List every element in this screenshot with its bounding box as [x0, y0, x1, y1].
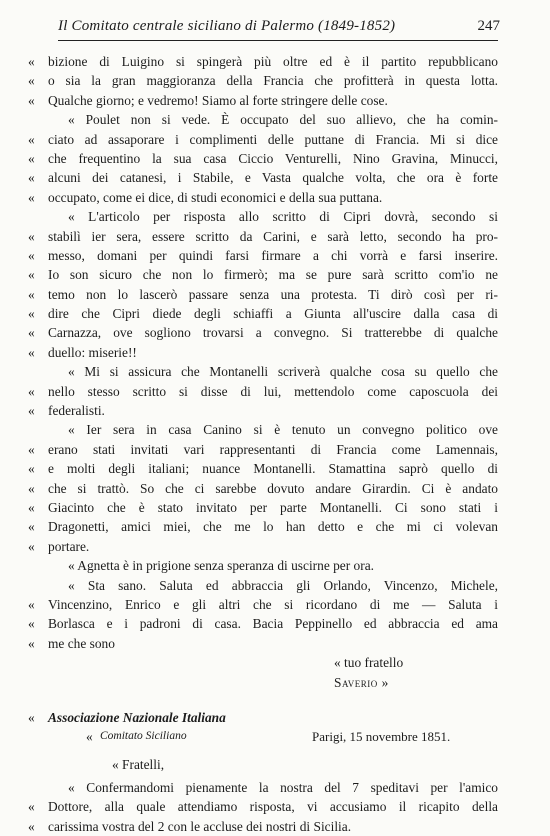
- text-line: [28, 614, 498, 633]
- line-text: e molti degli italiani; nuance Montanelli. Stamattina saprò quello di: [48, 461, 498, 477]
- quote-mark: «: [28, 403, 35, 419]
- line-text: Vincenzino, Enrico e gli altri che si ricordano di me — Saluta i: [48, 596, 498, 612]
- line-text: portare.: [48, 538, 90, 554]
- letter-heading-row: [28, 708, 498, 727]
- text-line: [28, 207, 498, 226]
- line-text: me che sono: [48, 635, 115, 651]
- text-line: [28, 778, 498, 797]
- text-line: [28, 797, 498, 816]
- line-text: « Poulet non si vede. È occupato del suo allievo, che ha comin-: [68, 112, 498, 128]
- closing-signature: Saverio »: [334, 674, 389, 690]
- text-line: [28, 304, 498, 323]
- text-line: [28, 420, 498, 439]
- text-line: [28, 479, 498, 498]
- line-text: « Agnetta è in prigione senza speranza di uscirne per ora.: [68, 558, 375, 574]
- quote-mark: «: [28, 596, 35, 612]
- line-text: carissima vostra del 2 con le accluse dei nostri di Sicilia.: [48, 818, 352, 834]
- quote-mark: «: [28, 286, 35, 302]
- line-text: stabilì ier sera, essere scritto da Carini, e sarà letto, secondo ha pro-: [48, 228, 498, 244]
- text-line: [28, 576, 498, 595]
- quote-mark: «: [86, 729, 93, 745]
- text-line: [28, 556, 498, 575]
- line-text: alcuni dei catanesi, i Stabile, e Vasta qualche volta, che ora è forte: [48, 170, 498, 186]
- line-text: messo, domani per quindi farsi firmare a chi vorrà e farsi inserire.: [48, 247, 498, 263]
- text-line: [28, 537, 498, 556]
- line-text: Dragonetti, amici miei, che me lo han detto e che mi ci volevan: [48, 519, 498, 535]
- greeting: « Fratelli,: [112, 756, 165, 772]
- spacer: [28, 692, 498, 708]
- text-line: [28, 52, 498, 71]
- quote-mark: «: [28, 54, 35, 69]
- line-text: federalisti.: [48, 403, 105, 419]
- quote-mark: «: [28, 538, 35, 554]
- running-header: [58, 18, 498, 41]
- line-text: « Sta sano. Saluta ed abbraccia gli Orlando, Vincenzo, Michele,: [68, 577, 498, 593]
- quote-mark: «: [28, 189, 35, 205]
- text-line: [28, 459, 498, 478]
- text-line: [28, 517, 498, 536]
- line-text: Qualche giorno; e vedremo! Siamo al forte stringere delle cose.: [48, 92, 388, 108]
- text-line: [28, 227, 498, 246]
- closing-salutation: « tuo fratello: [334, 655, 404, 671]
- association-name: Associazione Nazionale Italiana: [48, 709, 226, 725]
- quote-mark: «: [28, 635, 35, 651]
- quote-mark: «: [28, 799, 35, 815]
- quote-mark: «: [28, 480, 35, 496]
- quote-mark: «: [28, 818, 35, 834]
- line-text: erano stati invitati vari rappresentanti di Francia come Lamennais,: [48, 441, 498, 457]
- text-line: [28, 440, 498, 459]
- text-line: [28, 168, 498, 187]
- quote-mark: «: [28, 519, 35, 535]
- line-text: che frequentino la sua casa Ciccio Venturelli, Nino Gravina, Minucci,: [48, 150, 498, 166]
- text-line: [28, 595, 498, 614]
- text-line: [28, 362, 498, 381]
- text-line: [28, 634, 498, 653]
- quote-mark: «: [28, 499, 35, 515]
- place-date: Parigi, 15 novembre 1851.: [312, 729, 451, 745]
- line-text: occupato, come ei dice, di studi economici e della sua puttana.: [48, 189, 383, 205]
- text-line: [28, 149, 498, 168]
- line-text: « Ier sera in casa Canino si è tenuto un convegno politico ove: [68, 422, 498, 438]
- line-text: ciato ad assaporare i complimenti delle puttane di Francia. Mi si dice: [48, 131, 498, 147]
- quote-mark: «: [28, 306, 35, 322]
- page-number: 247: [477, 18, 500, 34]
- text-line: [28, 246, 498, 265]
- text-line: [28, 401, 498, 420]
- line-text: Giacinto che è stato invitato per parte Montanelli. Ci sono stati i: [48, 499, 498, 515]
- quote-mark: «: [28, 383, 35, 399]
- quote-mark: «: [28, 267, 35, 283]
- text-line: [28, 71, 498, 90]
- text-line: [28, 323, 498, 342]
- text-line: [28, 498, 498, 517]
- text-line: [28, 343, 498, 362]
- text-line: [28, 188, 498, 207]
- quote-mark: «: [28, 325, 35, 341]
- text-line: [28, 130, 498, 149]
- text-line: [28, 382, 498, 401]
- committee-name: Comitato Siciliano: [100, 730, 187, 743]
- quote-mark: «: [28, 228, 35, 244]
- quote-mark: «: [28, 461, 35, 477]
- line-text: o sia la gran maggioranza della Francia che profitterà in questa lotta.: [48, 73, 498, 89]
- line-text: temo non lo lascerò passare senza una protesta. Ti dirò così per ri-: [48, 286, 498, 302]
- text-line: [28, 110, 498, 129]
- quote-mark: «: [28, 150, 35, 166]
- spacer: [28, 747, 498, 755]
- line-text: Io son sicuro che non lo firmerò; ma se pure sarà scritto com'io ne: [48, 267, 498, 283]
- line-text: Borlasca e i padroni di casa. Bacia Peppinello ed abbraccia ed ama: [48, 616, 498, 632]
- letter-subheading-row: [28, 727, 498, 746]
- quote-mark: «: [28, 92, 35, 108]
- line-text: « L'articolo per risposta allo scritto di Cipri dovrà, secondo si: [68, 209, 498, 225]
- line-text: Dottore, alla quale attendiamo risposta, vi accusiamo il ricapito della: [48, 799, 498, 815]
- line-text: « Confermandomi pienamente la nostra del 7 speditavi per l'amico: [68, 780, 498, 796]
- quote-mark: «: [28, 344, 35, 360]
- line-text: Carnazza, ove sogliono trovarsi a convegno. Si tratterebbe di qualche: [48, 325, 498, 341]
- line-text: « Mi si assicura che Montanelli scriverà qualche cosa su quello che: [68, 364, 498, 380]
- text-line: [28, 265, 498, 284]
- line-text: dire che Cipri diede degli schiaffi a Giunta all'uscire dalla casa di: [48, 306, 498, 322]
- line-text: nello stesso scritto si disse di lui, mettendolo come caposcuola dei: [48, 383, 498, 399]
- quote-mark: «: [28, 709, 35, 725]
- quote-mark: «: [28, 616, 35, 632]
- text-line: [28, 285, 498, 304]
- quote-mark: «: [28, 247, 35, 263]
- line-text: duello: miserie!!: [48, 344, 137, 360]
- quote-mark: «: [28, 73, 35, 89]
- running-title: Il Comitato centrale siciliano di Palermo (1849-1852): [58, 18, 396, 34]
- letter-body: [28, 52, 498, 836]
- line-text: bizione di Luigino si spingerà più oltre ed è il partito repubblicano: [48, 54, 498, 69]
- text-line: [28, 91, 498, 110]
- line-text: che si trattò. So che ci sarebbe dovuto andare Girardin. Ci è andato: [48, 480, 498, 496]
- quote-mark: «: [28, 441, 35, 457]
- text-line: [28, 817, 498, 836]
- quote-mark: «: [28, 131, 35, 147]
- quote-mark: «: [28, 170, 35, 186]
